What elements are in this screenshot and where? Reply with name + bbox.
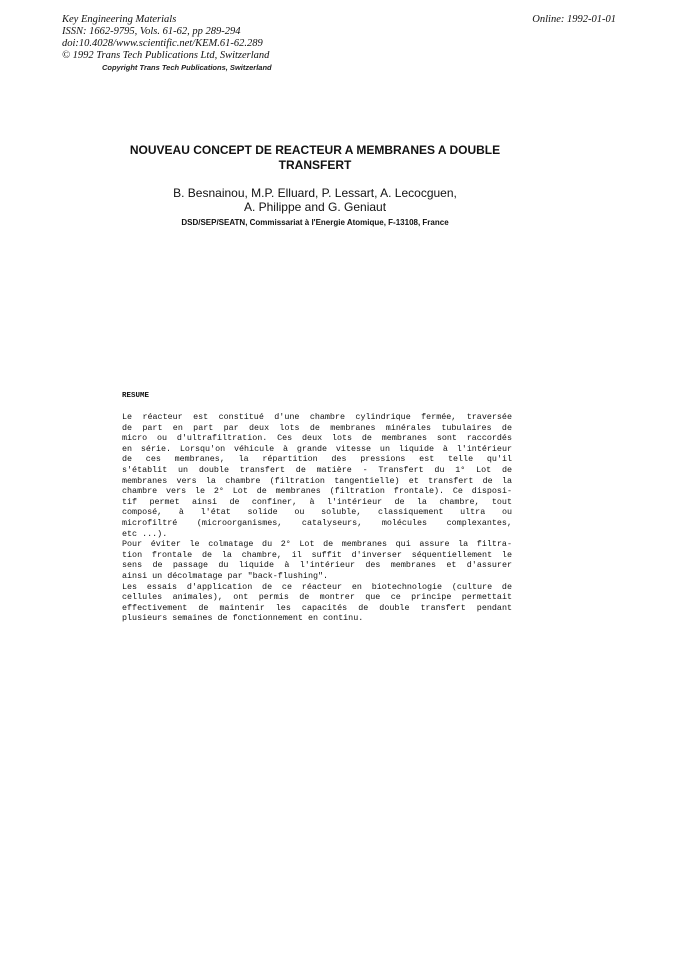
- abstract-line: Les essais d'application de ce réacteur en biotechnologie (culture de: [122, 581, 512, 592]
- abstract-line: Le réacteur est constitué d'une chambre cylindrique fermée, traversée: [122, 412, 512, 422]
- abstract-line: en série. Lorsqu'on véhicule à grande vitesse un liquide à l'intérieur: [122, 443, 512, 454]
- abstract-line: de part en part par deux lots de membranes minérales tubulaires de: [122, 422, 512, 433]
- doi-line: doi:10.4028/www.scientific.net/KEM.61-62.289: [62, 38, 263, 49]
- journal-metadata: [62, 14, 269, 62]
- affiliation: DSD/SEP/SEATN, Commissariat à l'Energie Atomique, F-13108, France: [181, 218, 449, 227]
- journal-name: Key Engineering Materials: [62, 14, 177, 25]
- title-line: TRANSFERT: [278, 158, 352, 172]
- abstract-heading: RESUME: [122, 392, 150, 400]
- online-date: Online: 1992-01-01: [532, 14, 616, 25]
- issn-volume-line: ISSN: 1662-9795, Vols. 61-62, pp 289-294: [62, 26, 241, 37]
- paper-title: [110, 143, 520, 173]
- abstract-line: effectivement de maintenir les capacités de double transfert pendant: [122, 602, 512, 613]
- abstract-line: sens de passage du liquide à l'intérieur des membranes et d'assurer: [122, 560, 512, 571]
- abstract-line: membranes vers la chambre (filtration tangentielle) et transfert de la: [122, 475, 512, 486]
- abstract-line: de ces membranes, la répartition des pressions est telle qu'il: [122, 454, 512, 465]
- author-list: [130, 186, 500, 214]
- author-line: A. Philippe and G. Geniaut: [243, 200, 387, 214]
- abstract-line: Pour éviter le colmatage du 2° Lot de membranes qui assure la filtra-: [122, 539, 512, 550]
- abstract-body: [122, 412, 512, 624]
- abstract-line: s'établit un double transfert de matière - Transfert du 1° Lot de: [122, 464, 512, 475]
- abstract-line: micro ou d'ultrafiltration. Ces deux lots de membranes sont raccordés: [122, 433, 512, 444]
- abstract-line: composé, à l'état solide ou soluble, classiquement ultra ou: [122, 507, 512, 518]
- abstract-line: tif permet ainsi de confiner, à l'intérieur de la chambre, tout: [122, 496, 512, 507]
- abstract-line: ainsi un décolmatage par "back-flushing".: [122, 570, 329, 581]
- abstract-line: microfiltré (microorganismes, catalyseurs, molécules complexantes,: [122, 517, 512, 528]
- copyright-line: © 1992 Trans Tech Publications Ltd, Switzerland: [62, 50, 270, 61]
- abstract-line: etc ...).: [122, 528, 168, 539]
- abstract-line: plusieurs semaines de fonctionnement en continu.: [122, 613, 364, 624]
- abstract-line: tion frontale de la chambre, il suffit d'inverser séquentiellement le: [122, 549, 512, 560]
- abstract-line: chambre vers le 2° Lot de membranes (filtration frontale). Ce disposi-: [122, 486, 512, 497]
- title-line: NOUVEAU CONCEPT DE REACTEUR A MEMBRANES A DOUBLE: [129, 143, 501, 157]
- abstract-line: cellules animales), ont permis de montrer que ce principe permettait: [122, 592, 512, 603]
- author-line: B. Besnainou, M.P. Elluard, P. Lessart, A. Lecocguen,: [173, 186, 457, 200]
- copyright-stamp: Copyright Trans Tech Publications, Switzerland: [102, 63, 272, 72]
